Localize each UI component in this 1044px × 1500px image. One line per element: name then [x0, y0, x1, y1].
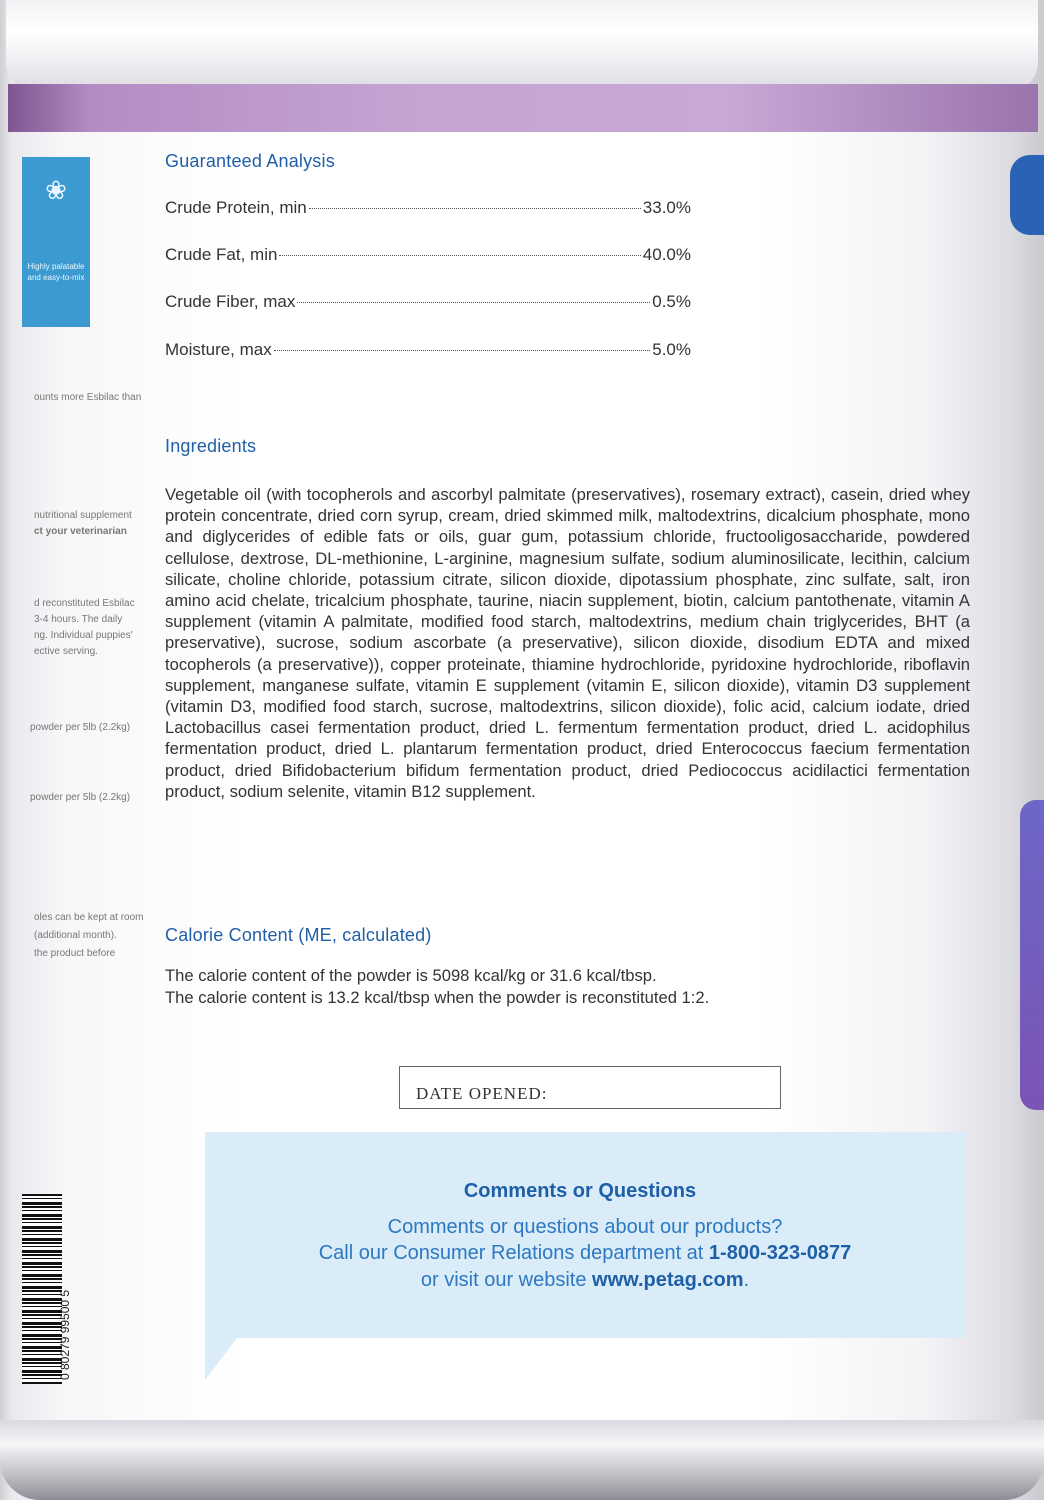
calorie-content-text — [165, 965, 885, 1009]
edge-text: the product before — [34, 948, 116, 959]
edge-text: ng. Individual puppies' — [34, 630, 133, 641]
edge-text: d reconstituted Esbilac — [34, 598, 135, 609]
analysis-row — [165, 198, 691, 222]
edge-text: powder per 5lb (2.2kg) — [30, 722, 131, 733]
date-opened-box: DATE OPENED: — [399, 1066, 781, 1109]
leader-dots — [279, 255, 640, 256]
edge-text: ounts more Esbilac than — [34, 392, 142, 403]
edge-text: powder per 5lb (2.2kg) — [30, 792, 131, 803]
barcode — [22, 1194, 62, 1384]
side-panel-text: Highly palatable and easy-to-mix — [27, 262, 85, 282]
leader-dots — [297, 302, 650, 303]
bubble-tail — [205, 1338, 237, 1380]
comments-line — [55, 1269, 1044, 1292]
calorie-line: The calorie content of the powder is 5098 kcal/kg or 31.6 kcal/tbsp. — [165, 966, 657, 985]
side-feature-panel — [22, 157, 90, 327]
edge-text: (additional month). — [34, 930, 117, 941]
comments-line: Comments or questions about our products? — [387, 1216, 783, 1238]
ingredients-heading: Ingredients — [165, 436, 257, 456]
analysis-value: 40.0% — [642, 245, 691, 264]
comments-bubble — [205, 1132, 965, 1338]
comments-line — [55, 1242, 1044, 1265]
can-lid — [6, 0, 1038, 92]
website-link: www.petag.com — [592, 1269, 744, 1291]
brand-band-fragment — [1020, 800, 1044, 1110]
comments-text: or visit our website — [420, 1269, 593, 1291]
analysis-label: Crude Fat, min — [165, 245, 278, 264]
analysis-label: Moisture, max — [165, 340, 272, 359]
edge-text: 3-4 hours. The daily — [34, 614, 123, 625]
analysis-value: 0.5% — [652, 292, 691, 311]
leader-dots — [274, 350, 651, 351]
calorie-content-heading: Calorie Content (ME, calculated) — [165, 925, 432, 945]
analysis-label: Crude Protein, min — [165, 198, 307, 217]
calorie-line: The calorie content is 13.2 kcal/tbsp when the powder is reconstituted 1:2. — [165, 988, 710, 1007]
comments-text: Call our Consumer Relations department at — [318, 1242, 709, 1264]
analysis-value: 33.0% — [642, 198, 691, 217]
comments-heading: Comments or Questions — [463, 1180, 697, 1202]
analysis-row — [165, 292, 691, 316]
phone-number: 1-800-323-0877 — [708, 1242, 852, 1264]
guaranteed-analysis-heading: Guaranteed Analysis — [165, 151, 335, 171]
lid-band — [8, 84, 1038, 132]
analysis-label: Crude Fiber, max — [165, 292, 296, 311]
analysis-value: 5.0% — [652, 340, 691, 359]
can-base — [0, 1420, 1044, 1500]
analysis-row — [165, 340, 691, 364]
edge-text: ct your veterinarian — [34, 526, 127, 537]
analysis-row — [165, 245, 691, 269]
ingredients-text: Vegetable oil (with tocopherols and ascorbyl palmitate (preservatives), rosemary extract), casein, dried whey protein concentrate, dried corn syrup, cream, dried skimmed milk, maltodextrins, dicalcium phosphate, mono and diglycerides of edible fats or oils, guar gum, potassium chloride, fructooligosaccharide, powdered cellulose, dextrose, DL-methionine, L-arginine, magnesium sulfate, sodium aluminosilicate, lecithin, calcium silicate, choline chloride, potassium citrate, silicon dioxide, dipotassium phosphate, zinc sulfate, salt, iron amino acid chelate, tricalcium phosphate, taurine, niacin supplement, biotin, calcium pantothenate, vitamin A supplement (vitamin A palmitate, modified food starch, maltodextrins, medium chain triglycerides, BHT (a preservative), sucrose, sodium ascorbate (a preservative), silicon dioxide, disodium EDTA and mixed tocopherols (a preservative)), copper proteinate, thiamine hydrochloride, pyridoxine hydrochloride, riboflavin supplement, manganese sulfate, vitamin E supplement (vitamin E, silicon dioxide), vitamin D3 supplement (vitamin D3, modified food starch, sucrose, maltodextrins, silicon dioxide), folic acid, calcium iodate, dried Lactobacillus casei fermentation product, dried L. fermentum fermentation product, dried L. acidophilus fermentation product, dried L. plantarum fermentation product, dried Enterococcus faecium fermentation product, dried Bifidobacterium bifidum fermentation product, dried Pediococcus acidilactici fermentation product, sodium selenite, vitamin B12 supplement. — [165, 485, 970, 801]
barcode-number: 0 80279 99500 5 — [58, 1289, 72, 1380]
comments-text: . — [743, 1269, 750, 1291]
puppy-icon: ❀ — [45, 175, 67, 205]
leader-dots — [309, 208, 641, 209]
edge-text: nutritional supplement — [34, 510, 132, 521]
edge-text: oles can be kept at room — [34, 912, 144, 923]
edge-text: ective serving. — [34, 646, 98, 657]
brand-logo-fragment — [1010, 155, 1044, 235]
